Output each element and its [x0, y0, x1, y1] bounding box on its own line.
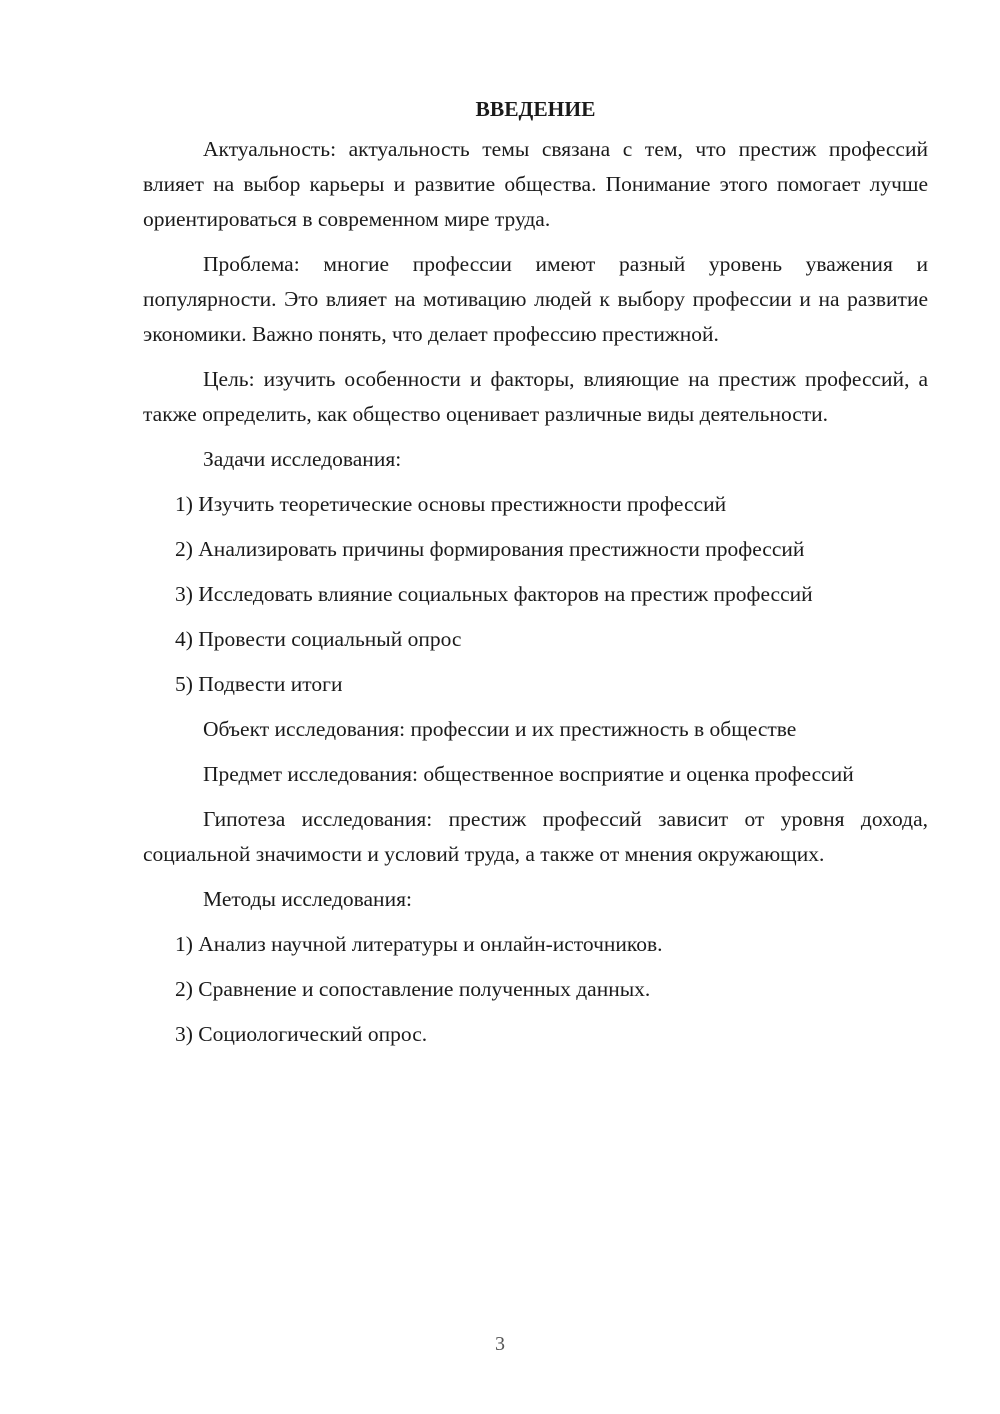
methods-list [143, 927, 928, 1052]
methods-heading: Методы исследования: [203, 887, 412, 911]
hypothesis-paragraph: Гипотеза исследования: престиж профессий зависит от уровня дохода, социальной значимости и условий труда, а также от мнения окружающих. [143, 807, 928, 866]
method-item: 3) Социологический опрос. [175, 1022, 428, 1046]
subject-paragraph: Предмет исследования: общественное восприятие и оценка профессий [203, 762, 854, 786]
problem-paragraph: Проблема: многие профессии имеют разный уровень уважения и популярности. Это влияет на мотивацию людей к выбору профессии и на развитие экономики. Важно понять, что делает профессию престижной. [143, 252, 928, 346]
relevance-paragraph: Актуальность: актуальность темы связана с тем, что престиж профессий влияет на выбор карьеры и развитие общества. Понимание этого помогает лучше ориентироваться в современном мире труда. [143, 137, 928, 231]
task-item: 4) Провести социальный опрос [175, 627, 462, 651]
page-title: ВВЕДЕНИЕ [475, 97, 596, 121]
object-paragraph: Объект исследования: профессии и их престижность в обществе [203, 717, 797, 741]
task-item: 3) Исследовать влияние социальных факторов на престиж профессий [175, 582, 813, 606]
task-item: 2) Анализировать причины формирования престижности профессий [175, 537, 805, 561]
goal-paragraph: Цель: изучить особенности и факторы, влияющие на престиж профессий, а также определить, как общество оценивает различные виды деятельности. [143, 367, 928, 426]
task-item: 5) Подвести итоги [175, 672, 343, 696]
task-item: 1) Изучить теоретические основы престижности профессий [175, 492, 727, 516]
tasks-heading: Задачи исследования: [203, 447, 402, 471]
method-item: 2) Сравнение и сопоставление полученных данных. [175, 977, 651, 1001]
page-number: 3 [495, 1333, 505, 1355]
document-page [143, 92, 928, 1062]
tasks-list [143, 487, 928, 702]
method-item: 1) Анализ научной литературы и онлайн-источников. [175, 932, 663, 956]
